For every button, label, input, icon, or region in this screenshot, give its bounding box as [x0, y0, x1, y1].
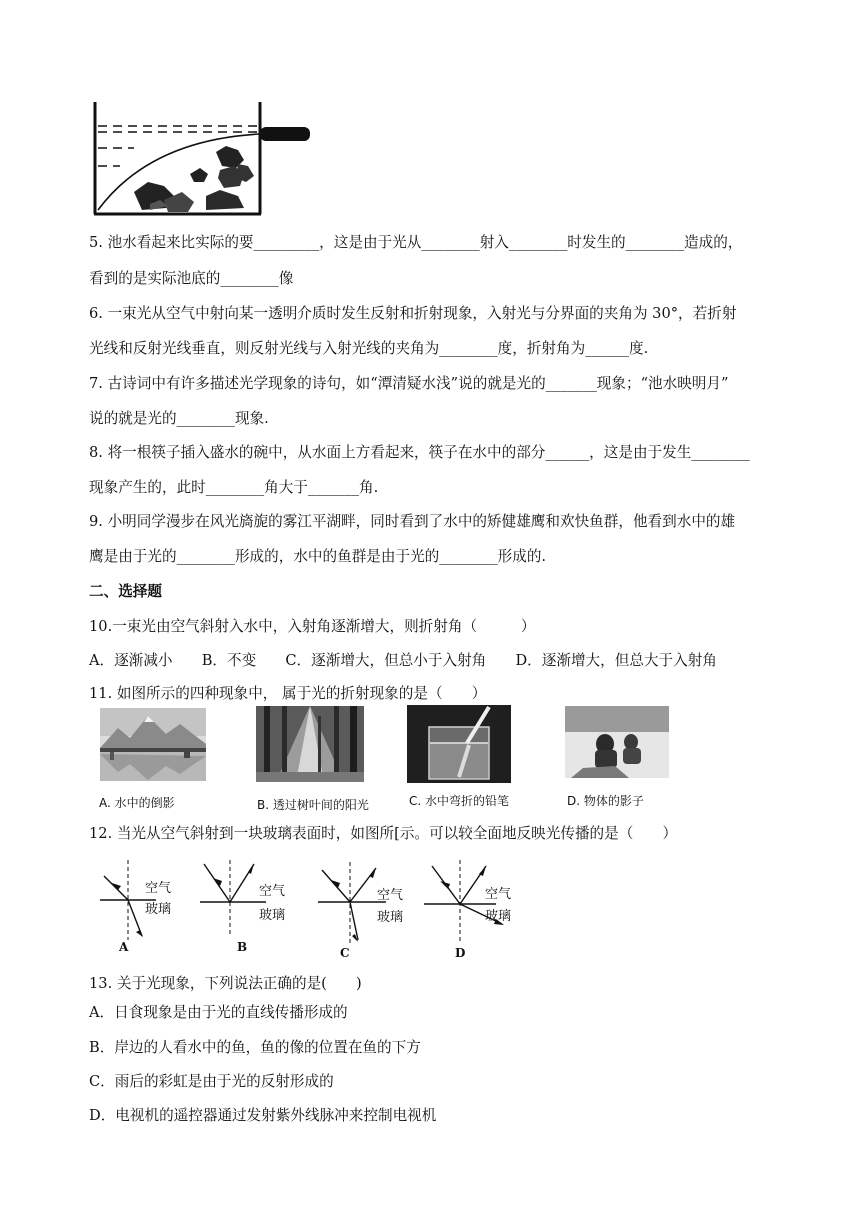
question-13-option-a: A．日食现象是由于光的直线传播形成的 — [89, 1004, 348, 1021]
light-ray-diagram-d — [420, 854, 510, 954]
section-heading: 二、选择题 — [89, 583, 162, 600]
diagram-d-glass-label: 玻璃 — [485, 909, 512, 924]
question-6-line-2: 光线和反射光线垂直，则反射光线与入射光线的夹角为________度，折射角为______度. — [89, 340, 649, 357]
question-5-line-2: 看到的是实际池底的________像 — [89, 270, 294, 287]
diagram-c-air-label: 空气 — [377, 888, 404, 903]
diagram-a-glass-label: 玻璃 — [145, 902, 172, 917]
diagram-d-air-label: 空气 — [485, 887, 512, 902]
question-10-stem: 10.一束光由空气斜射入水中，入射角逐渐增大，则折射角（ ） — [89, 618, 536, 635]
diagram-a-letter: A — [119, 940, 129, 954]
question-6-line-1: 6. 一束光从空气中射向某一透明介质时发生反射和折射现象，入射光与分界面的夹角为 30°，若折射 — [89, 305, 737, 322]
diagram-b-air-label: 空气 — [259, 884, 286, 899]
question-8-line-1: 8. 将一根筷子插入盛水的碗中，从水面上方看起来，筷子在水中的部分______，这是由于发生________ — [89, 444, 750, 461]
diagram-a-air-label: 空气 — [145, 881, 172, 896]
question-13-option-c: C．雨后的彩虹是由于光的反射形成的 — [89, 1073, 334, 1090]
diagram-c-glass-label: 玻璃 — [377, 910, 404, 925]
question-13-stem: 13. 关于光现象，下列说法正确的是( ) — [89, 975, 362, 992]
photo-caption-b: B. 透过树叶间的阳光 — [257, 798, 369, 812]
photo-caption-c: C. 水中弯折的铅笔 — [409, 794, 510, 808]
question-11-stem: 11. 如图所示的四种现象中， 属于光的折射现象的是（ ） — [89, 685, 487, 702]
diagram-b-letter: B — [237, 940, 248, 954]
question-7-line-1: 7. 古诗词中有许多描述光学现象的诗句，如“潭清疑水浅”说的就是光的_______现象；“池水映明月” — [89, 375, 729, 392]
question-13-option-d: D．电视机的遥控器通过发射紫外线脉冲来控制电视机 — [89, 1107, 437, 1124]
photo-caption-d: D. 物体的影子 — [567, 794, 644, 808]
photo-forest-sunlight — [256, 706, 364, 782]
question-9-line-1: 9. 小明同学漫步在风光旖旎的雾江平湖畔，同时看到了水中的矫健雄鹰和欢快鱼群，他看到水中的雄 — [89, 513, 736, 530]
question-9-line-2: 鹰是由于光的________形成的，水中的鱼群是由于光的________形成的. — [89, 548, 547, 565]
question-12-stem: 12. 当光从空气斜射到一块玻璃表面时，如图所[示。可以较全面地反映光传播的是（ ） — [89, 825, 678, 842]
question-10-options: A．逐渐减小 B．不变 C．逐渐增大，但总小于入射角 D．逐渐增大，但总大于入射角 — [89, 652, 717, 669]
water-tank-figure — [90, 100, 320, 220]
photo-bent-pencil — [407, 705, 511, 783]
photo-shadow — [565, 706, 669, 778]
question-8-line-2: 现象产生的，此时________角大于_______角. — [89, 479, 379, 496]
question-5-line-1: 5. 池水看起来比实际的要_________，这是由于光从________射入________时发生的________造成的， — [89, 234, 743, 251]
question-7-line-2: 说的就是光的________现象. — [89, 410, 269, 427]
photo-caption-a: A. 水中的倒影 — [99, 796, 175, 810]
diagram-d-letter: D — [455, 946, 466, 960]
question-13-option-b: B．岸边的人看水中的鱼，鱼的像的位置在鱼的下方 — [89, 1039, 421, 1056]
diagram-b-glass-label: 玻璃 — [259, 908, 286, 923]
photo-mountain-reflection — [100, 708, 206, 781]
diagram-c-letter: C — [340, 946, 350, 960]
